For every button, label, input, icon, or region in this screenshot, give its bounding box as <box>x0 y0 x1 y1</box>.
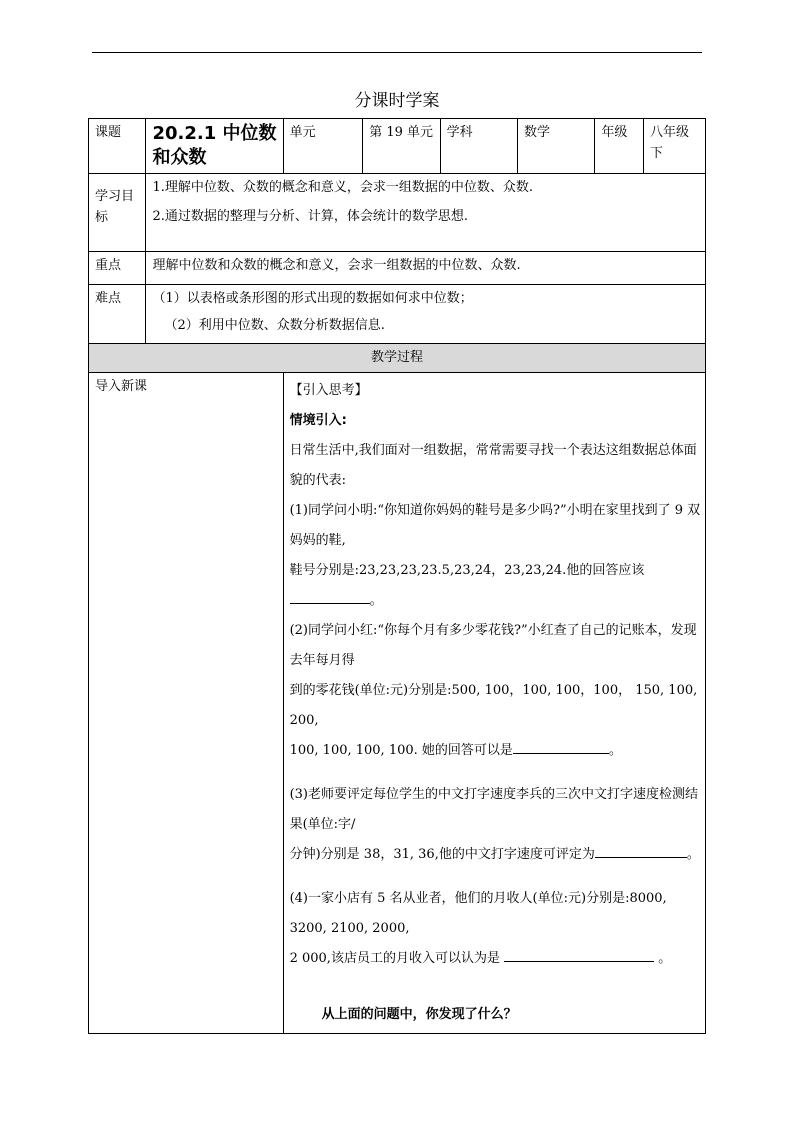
page-title: 分课时学案 <box>354 91 440 111</box>
process-content <box>283 373 705 1034</box>
stage-label: 导入新课 <box>89 373 284 1034</box>
goals-label: 学习目标 <box>89 174 146 252</box>
process-section-title: 教学过程 <box>89 344 706 373</box>
period-mark: 。 <box>686 847 700 862</box>
unit-value: 第 19 单元 <box>363 119 440 174</box>
answer-blank-3 <box>595 843 687 858</box>
answer-blank-2 <box>513 739 609 754</box>
question-4-line <box>290 944 701 974</box>
difficulties-row <box>89 285 706 344</box>
discovery-question: 从上面的问题中，你发现了什么？ <box>321 1007 517 1022</box>
goals-content <box>146 174 706 252</box>
subject-label: 学科 <box>440 119 517 174</box>
header-rule <box>92 52 702 53</box>
topic-label: 课题 <box>89 119 146 174</box>
question-2-line: (2)同学问小红:“你每个月有多少零花钱?”小红查了自己的记账本，发现去年每月得 <box>289 623 697 668</box>
lead-paragraph: 日常生活中,我们面对一组数据，常常需要寻找一个表达这组数据总体面貌的代表: <box>289 443 697 488</box>
question-2-line: 到的零花钱(单位:元)分别是:500, 100，100, 100，100， 150, 100, 200, <box>289 683 698 728</box>
difficulty-item: （1）以表格或条形图的形式出现的数据如何求中位数； <box>152 291 473 306</box>
subject-value: 数学 <box>517 119 594 174</box>
question-4-line: (4)一家小店有 5 名从业者，他们的月收人(单位:元)分别是:8000, 3200, 2100, 2000, <box>289 891 667 936</box>
goal-item: 2.通过数据的整理与分析、计算，体会统计的数学思想. <box>152 209 469 224</box>
period-mark: 。 <box>608 743 622 758</box>
key-points-text: 理解中位数和众数的概念和意义，会求一组数据的中位数、众数. <box>146 252 706 285</box>
scenario-heading: 情境引入: <box>289 413 347 428</box>
header-row <box>89 119 706 174</box>
lesson-plan-table <box>88 118 706 1034</box>
question-3-line: (3)老师要评定每位学生的中文打字速度李兵的三次中文打字速度检测结果(单位:字/ <box>289 787 699 832</box>
topic-value <box>146 119 283 174</box>
period-mark: 。 <box>658 951 672 966</box>
process-section-bar <box>89 344 706 373</box>
answer-blank-4 <box>504 947 654 962</box>
question-2-text: 100, 100, 100, 100. 她的回答可以是 <box>289 743 513 758</box>
difficulty-item: （2）利用中位数、众数分析数据信息. <box>164 318 385 333</box>
intro-heading: 【引入思考】 <box>289 383 368 398</box>
lesson-name: 20.2.1 中位数和众数 <box>152 123 277 168</box>
key-points-row <box>89 252 706 285</box>
period-mark: 。 <box>369 593 383 608</box>
answer-blank-1 <box>290 589 370 604</box>
grade-value: 八年级下 <box>644 119 706 174</box>
question-2-line <box>290 736 701 766</box>
grade-label: 年级 <box>595 119 644 174</box>
question-1-line: (1)同学问小明:“你知道你妈妈的鞋号是多少吗?”小明在家里找到了 9 双妈妈的鞋, <box>289 503 701 548</box>
process-row <box>89 373 706 1034</box>
difficulties-label: 难点 <box>89 285 146 344</box>
question-1-line <box>290 556 701 616</box>
question-1-text: 鞋号分别是:23,23,23,23.5,23,24，23,23,24.他的回答应该 <box>289 563 645 578</box>
difficulties-content <box>146 285 706 344</box>
question-4-text: 2 000,该店员工的月收入可以认为是 <box>289 951 500 966</box>
goals-row <box>89 174 706 252</box>
goal-item: 1.理解中位数、众数的概念和意义，会求一组数据的中位数、众数. <box>152 180 534 195</box>
question-3-line <box>290 840 701 870</box>
unit-label: 单元 <box>283 119 363 174</box>
question-3-text: 分钟)分别是 38，31, 36,他的中文打字速度可评定为 <box>289 847 595 862</box>
key-points-label: 重点 <box>89 252 146 285</box>
